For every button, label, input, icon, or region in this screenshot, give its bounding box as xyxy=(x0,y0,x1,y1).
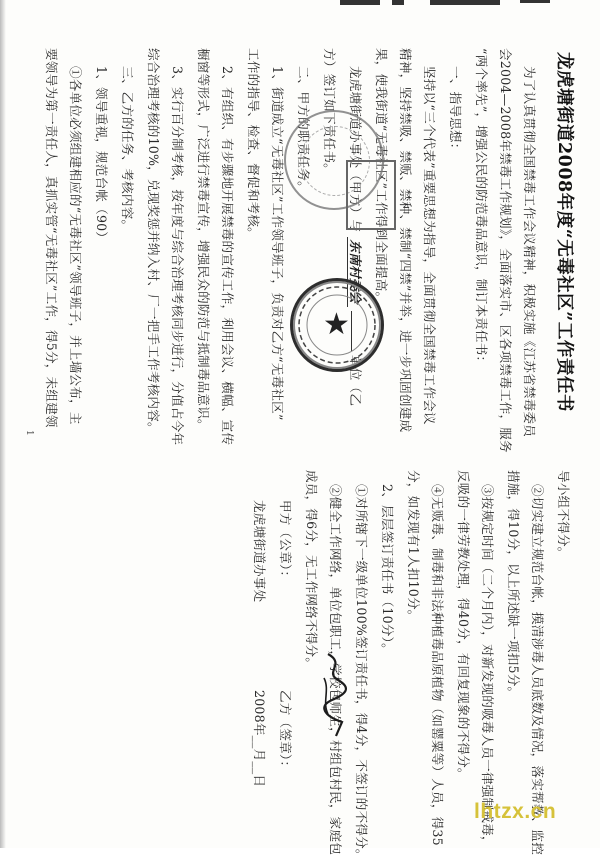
text-line: 二、甲方的职责任务。 xyxy=(296,66,311,194)
handwritten-signature xyxy=(320,650,350,740)
text-line: 3、实行百分制考核，按年度与综合治理考核同步进行，分值占今年 xyxy=(170,66,185,446)
text-line: 会2004—2008年禁毒工作规划》，全面落实市、区各项禁毒工作，服务 xyxy=(498,48,513,453)
text-line: 导小组不得分。 xyxy=(556,470,571,560)
text-line: 1、街道成立“无毒社区”工作领导班子，负责对乙方“无毒社区” xyxy=(270,66,285,421)
text-line: 方）签订如下责任书。 xyxy=(322,48,337,176)
text-line: 要领导为第一责任人，真抓实管“无毒社区”工作，得5分，未组建领 xyxy=(44,48,59,428)
text-line: 成员，得6分，无工作网络不得分。 xyxy=(304,470,319,671)
text-line: 措施，得10分，以上所述缺一项扣5分。 xyxy=(506,470,521,700)
text-line: 2、层层签订责任书（10分）。 xyxy=(380,484,395,656)
text-line: 综合治理考核的10%，兑现奖惩并纳入村、厂一把手工作考核内容。 xyxy=(146,48,161,435)
signature-date: 2008年__月__日 xyxy=(252,690,267,788)
text-line: 2、有组织、有步骤地开展禁毒的宣传工作，利用会议、横幅、宣传 xyxy=(220,66,235,446)
star-icon: ★ xyxy=(323,307,350,342)
handwritten-unit-name: 东南村委会 xyxy=(347,237,363,307)
text-line: 一、指导思想： xyxy=(448,66,463,156)
text-line: 果，使我街道“无毒社区”工作得到全面提高。 xyxy=(374,48,389,305)
text-line: 工作的指导、检查、督促和考核。 xyxy=(246,48,261,240)
text-line: ④无贩毒、制毒和非法种植毒品原植物（如罂粟等）人员，得35 xyxy=(430,484,445,846)
rectangular-stamp xyxy=(346,160,396,230)
text-line: 为了认真贯彻全国禁毒工作会议精神，积极实施《江苏省禁毒委员 xyxy=(522,66,537,438)
party-a-name: 龙虎塘街道办事处 xyxy=(252,500,267,603)
text-line: ③按规定时间（二个月内），对新发现的吸毒人员一律强制戒毒， xyxy=(480,484,495,849)
text-line: ①各单位必须组建相应的“无毒社区”领导班子，并上墙公布，主 xyxy=(68,66,83,425)
party-b-label: 乙方（签章）： xyxy=(278,690,293,774)
text-line: ②切实建立规范台帐，摸清涉毒人员底数及情况，落实帮教、监控 xyxy=(530,484,545,856)
party-b-intro: 单位（乙 xyxy=(348,354,363,407)
party-a-label: 甲方（公章）： xyxy=(278,500,293,584)
text-line: 坚持以“三个代表”重要思想为指导，全面贯彻全国禁毒工作会议 xyxy=(422,66,437,425)
text-line: 橱窗等形式，广泛进行禁毒宣传，增强民众的防范与抵制毒品意识。 xyxy=(196,48,211,432)
text-line: ②健全工作网络，单位包职工，学校包师生，村组包村民，家庭包 xyxy=(328,484,343,856)
official-seal-party-a xyxy=(290,278,384,372)
text-line: 三、乙方的任务、考核内容。 xyxy=(120,66,135,233)
text-line: 反吸的一律劳教处理，得40分，有回复现象的不得分。 xyxy=(456,470,471,781)
site-watermark: lhtzx.cn xyxy=(474,800,557,823)
text-line: 分，如发现有1人扣10分。 xyxy=(406,470,421,623)
party-a-intro: 龙虎塘街道办事处（甲方）与 xyxy=(348,66,363,233)
text-line: 1、领导重视，规范台帐（90） xyxy=(94,66,109,245)
document-title: 龙虎塘街道2008年度“无毒社区”工作责任书 xyxy=(554,52,574,412)
text-line: 精神，坚持禁吸、禁贩、禁种、禁制“四禁”并举，进一步巩固创建成 xyxy=(398,48,413,433)
page-number: 1 xyxy=(24,430,34,436)
text-line: “两个率先”，增强公民的防范毒品意识，制订本责任书： xyxy=(474,48,489,369)
text-line: ①对所辖下一级单位100%签订责任书，得4分，不签订的不得分。 xyxy=(354,484,369,862)
